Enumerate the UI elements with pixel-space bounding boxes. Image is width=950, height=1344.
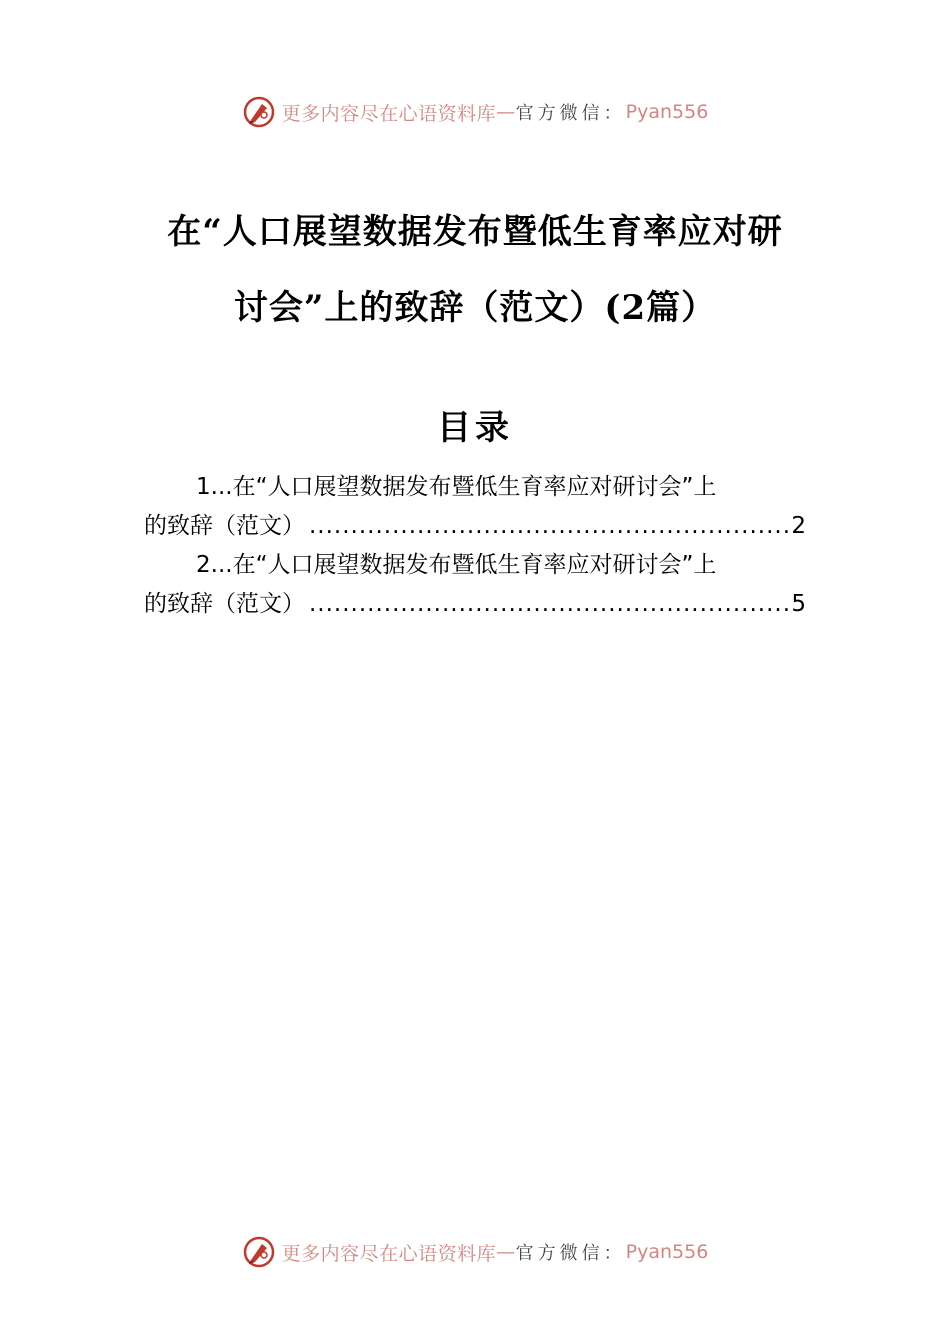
banner-site-text: 更多内容尽在心语资料库 bbox=[281, 1242, 497, 1265]
toc-entry-1-line-1 bbox=[144, 468, 806, 507]
banner-wechat-label: 官方微信： bbox=[515, 103, 626, 124]
toc-entry-2-page: 5 bbox=[791, 591, 806, 617]
toc-entry-2[interactable] bbox=[144, 546, 806, 624]
banner-site-text: 更多内容尽在心语资料库 bbox=[281, 102, 497, 125]
toc-entry-2-line-1 bbox=[144, 546, 806, 585]
toc-entry-1-title: .在“人口展望数据发布暨低生育率应对研讨会”上 bbox=[225, 474, 717, 500]
toc-entry-2-title: .在“人口展望数据发布暨低生育率应对研讨会”上 bbox=[225, 552, 717, 578]
document-title-line-1: 在“人口展望数据发布暨低生育率应对研 bbox=[167, 212, 783, 252]
banner-dash: — bbox=[496, 101, 516, 123]
toc-entry-1-leader bbox=[309, 507, 789, 546]
pen-logo-icon bbox=[242, 95, 276, 129]
toc-heading: 目录 bbox=[437, 408, 513, 448]
toc-entry-2-number: 2.. bbox=[196, 552, 226, 578]
banner-dash: — bbox=[496, 1241, 516, 1263]
toc-entry-2-line-2 bbox=[144, 585, 806, 624]
header-banner bbox=[0, 92, 950, 132]
table-of-contents bbox=[144, 468, 806, 624]
toc-entry-2-title-cont: 的致辞（范文） bbox=[144, 591, 305, 617]
toc-entry-1-number: 1.. bbox=[196, 474, 226, 500]
banner-wechat-label: 官方微信： bbox=[515, 1243, 626, 1264]
toc-entry-1-line-2 bbox=[144, 507, 806, 546]
footer-banner bbox=[0, 1232, 950, 1272]
toc-entry-1-title-cont: 的致辞（范文） bbox=[144, 513, 305, 539]
toc-entry-1-page: 2 bbox=[791, 513, 806, 539]
banner-wechat-id: Pyan556 bbox=[625, 101, 709, 123]
toc-entry-1[interactable] bbox=[144, 468, 806, 546]
banner-wechat-id: Pyan556 bbox=[625, 1241, 709, 1263]
toc-entry-2-leader bbox=[309, 585, 789, 624]
pen-logo-icon bbox=[242, 1235, 276, 1269]
document-title-line-2: 讨会”上的致辞（范文）(2篇） bbox=[233, 288, 717, 328]
